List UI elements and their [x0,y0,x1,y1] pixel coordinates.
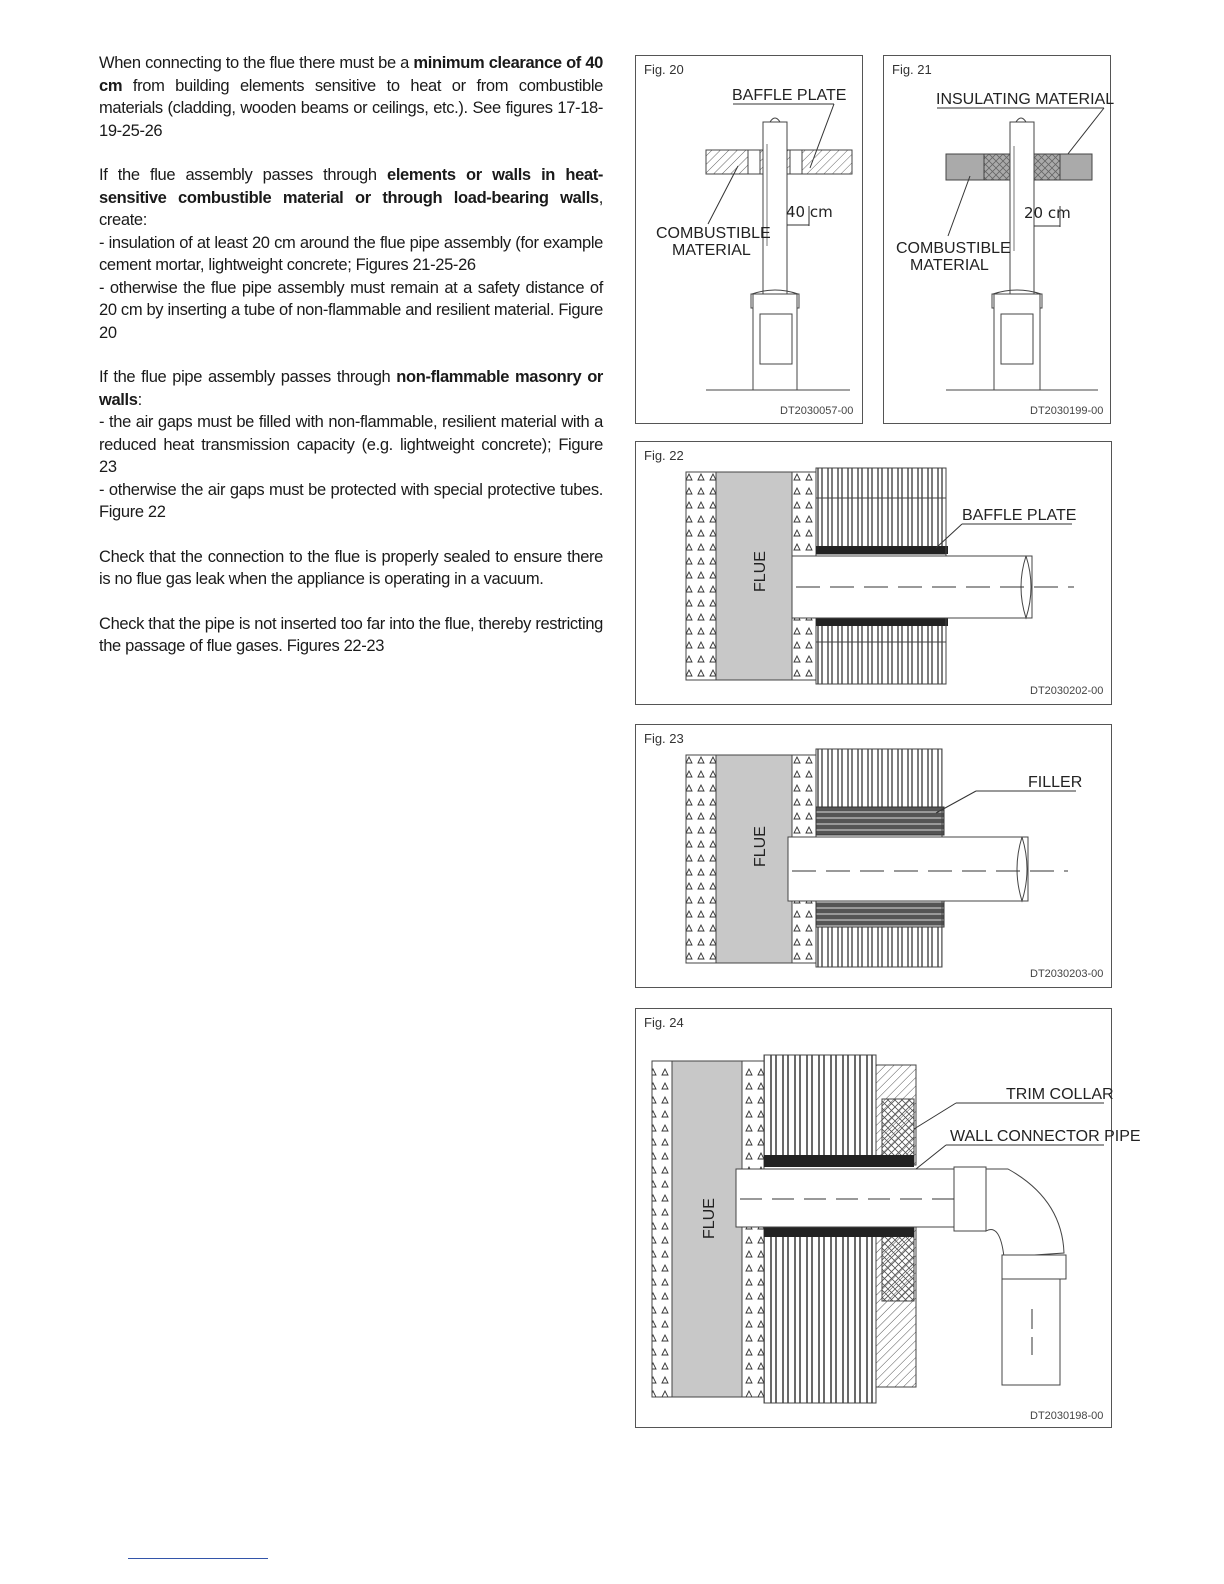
figure-21-callout-combustible-2: MATERIAL [910,257,989,274]
figure-24-callout-wall-connector: WALL CONNECTOR PIPE [950,1128,1141,1145]
figure-21-label: Fig. 21 [892,62,932,77]
figure-21-dimension: 20 cm [1024,204,1071,222]
paragraph-seal: Check that the connection to the flue is properly sealed to ensure there is no flue gas leak when the appliance is operating in a vacuum. [99,547,603,588]
figure-21-callout-insulating: INSULATING MATERIAL [936,91,1115,108]
figure-24 [635,1008,1141,1428]
figure-21-code: DT2030199-00 [1030,405,1104,417]
figure-21 [883,55,1115,424]
figure-22 [635,441,1112,705]
figure-24-flue-label: FLUE [701,1198,718,1239]
figure-23-drawing [636,725,1113,989]
figure-20 [635,55,863,424]
footer-rule [128,1558,268,1559]
figure-21-drawing [884,56,1115,425]
figure-23-flue-label: FLUE [752,826,769,867]
figure-22-flue-label: FLUE [752,551,769,592]
figure-23-code: DT2030203-00 [1030,968,1104,980]
figure-20-dimension: 40 cm [786,203,833,221]
figure-22-drawing [636,442,1113,706]
emphasis-combustible: elements or walls in heat-sensitive combustible material or through load-bearing walls [99,166,604,207]
figure-20-drawing [636,56,864,425]
emphasis-masonry: non-flammable masonry or walls [99,368,603,409]
figure-20-callout-combustible-1: COMBUSTIBLE [656,225,771,242]
paragraph-masonry: If the flue pipe assembly passes through non-flammable masonry or walls: - the air gaps must be filled with non-flammable, resilient material with a reduced heat transmission capacity (e.g. lightweight concrete); Figure 23 - otherwise the air gaps must be protected with special protective tubes. Figure 22 [99,368,603,521]
figure-21-callout-combustible-1: COMBUSTIBLE [896,240,1011,257]
emphasis-clearance: minimum clearance of 40 cm [99,54,603,95]
figure-20-callout-combustible-2: MATERIAL [672,242,751,259]
paragraph-clearance: When connecting to the flue there must be a minimum clearance of 40 cm from building elements sensitive to heat or from combustible materials (cladding, wooden beams or ceilings, etc.). See figures 17-18-19-25-26 [99,54,603,140]
body-text [99,52,603,680]
paragraph-combustible-walls: If the flue assembly passes through elements or walls in heat-sensitive combustible material or through load-bearing walls, create: - insulation of at least 20 cm around the flue pipe assembly (for example cement mortar, lightweight concrete; Figures 21-25-26 - otherwise the flue pipe assembly must remain at a safety distance of 20 cm by inserting a tube of non-flammable and resilient material. Figure 20 [99,166,604,342]
figure-22-callout-baffle: BAFFLE PLATE [962,507,1077,524]
figure-20-code: DT2030057-00 [780,405,854,417]
figure-24-drawing [636,1009,1141,1429]
figure-23 [635,724,1112,988]
paragraph-pipe-insertion: Check that the pipe is not inserted too far into the flue, thereby restricting the passage of flue gases. Figures 22-23 [99,614,603,655]
figure-22-code: DT2030202-00 [1030,685,1104,697]
figure-20-label: Fig. 20 [644,62,684,77]
figure-24-label: Fig. 24 [644,1015,684,1030]
figure-24-code: DT2030198-00 [1030,1410,1104,1422]
figure-24-callout-trim-collar: TRIM COLLAR [1006,1086,1114,1103]
figure-22-label: Fig. 22 [644,448,684,463]
figure-23-label: Fig. 23 [644,731,684,746]
figure-20-callout-baffle: BAFFLE PLATE [732,87,847,104]
figure-23-callout-filler: FILLER [1028,774,1083,791]
